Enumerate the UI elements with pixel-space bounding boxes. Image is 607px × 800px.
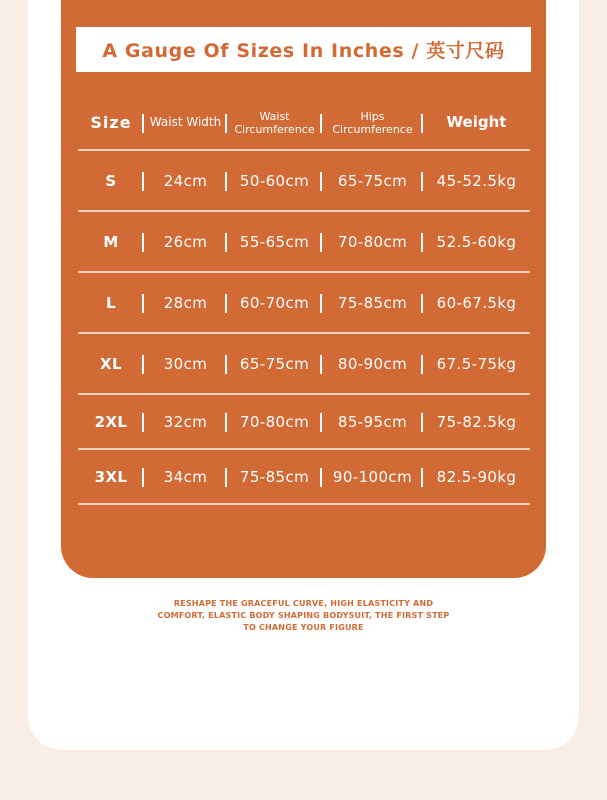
cell-waist-width: 30cm [144, 334, 227, 393]
cell-weight: 45-52.5kg [436, 171, 517, 190]
cell-waist-circumference: 55-65cm [227, 212, 322, 271]
cell-size: M [78, 212, 144, 271]
header-waist-circ-line2: Circumference [234, 122, 315, 136]
table-row [78, 273, 530, 334]
header-waist-circ-line1: Waist [259, 109, 290, 123]
cell-waist-circumference: 50-60cm [227, 151, 322, 210]
cell-weight: 52.5-60kg [436, 232, 517, 251]
header-waist-circumference [227, 96, 322, 149]
cell-hips-circumference: 70-80cm [322, 212, 423, 271]
cell-hips-circumference: 80-90cm [322, 334, 423, 393]
header-hips-circ-line2: Circumference [332, 122, 413, 136]
header-weight: Weight [446, 113, 507, 131]
cell-weight: 67.5-75kg [436, 354, 517, 373]
cell-size: 3XL [78, 450, 144, 503]
table-row [78, 334, 530, 395]
header-waist-width: Waist Width [144, 96, 227, 149]
cell-weight: 75-82.5kg [436, 412, 517, 431]
cell-waist-circumference: 70-80cm [227, 395, 322, 448]
table-row [78, 212, 530, 273]
size-table [78, 96, 530, 505]
cell-size: XL [78, 334, 144, 393]
chart-title: A Gauge Of Sizes In Inches / 英寸尺码 [76, 27, 531, 72]
footer-line: COMFORT, ELASTIC BODY SHAPING BODYSUIT, THE FIRST STEP [157, 611, 450, 620]
footer-line: TO CHANGE YOUR FIGURE [243, 623, 364, 632]
cell-weight: 82.5-90kg [436, 467, 517, 486]
table-row [78, 395, 530, 450]
table-header-row [78, 96, 530, 151]
cell-waist-circumference: 75-85cm [227, 450, 322, 503]
cell-hips-circumference: 90-100cm [322, 450, 423, 503]
cell-size: 2XL [78, 395, 144, 448]
cell-size: L [78, 273, 144, 332]
cell-waist-width: 28cm [144, 273, 227, 332]
table-row [78, 151, 530, 212]
header-size: Size [78, 96, 144, 149]
cell-hips-circumference: 65-75cm [322, 151, 423, 210]
cell-waist-width: 32cm [144, 395, 227, 448]
header-hips-circumference [322, 96, 423, 149]
cell-weight: 60-67.5kg [436, 293, 517, 312]
cell-waist-width: 34cm [144, 450, 227, 503]
cell-waist-circumference: 60-70cm [227, 273, 322, 332]
cell-waist-width: 24cm [144, 151, 227, 210]
cell-hips-circumference: 75-85cm [322, 273, 423, 332]
cell-hips-circumference: 85-95cm [322, 395, 423, 448]
cell-size: S [78, 151, 144, 210]
footer-line: RESHAPE THE GRACEFUL CURVE, HIGH ELASTICITY AND [173, 599, 434, 608]
cell-waist-circumference: 65-75cm [227, 334, 322, 393]
table-row [78, 450, 530, 505]
header-hips-circ-line1: Hips [360, 109, 385, 123]
cell-waist-width: 26cm [144, 212, 227, 271]
footer-tagline [140, 598, 467, 634]
